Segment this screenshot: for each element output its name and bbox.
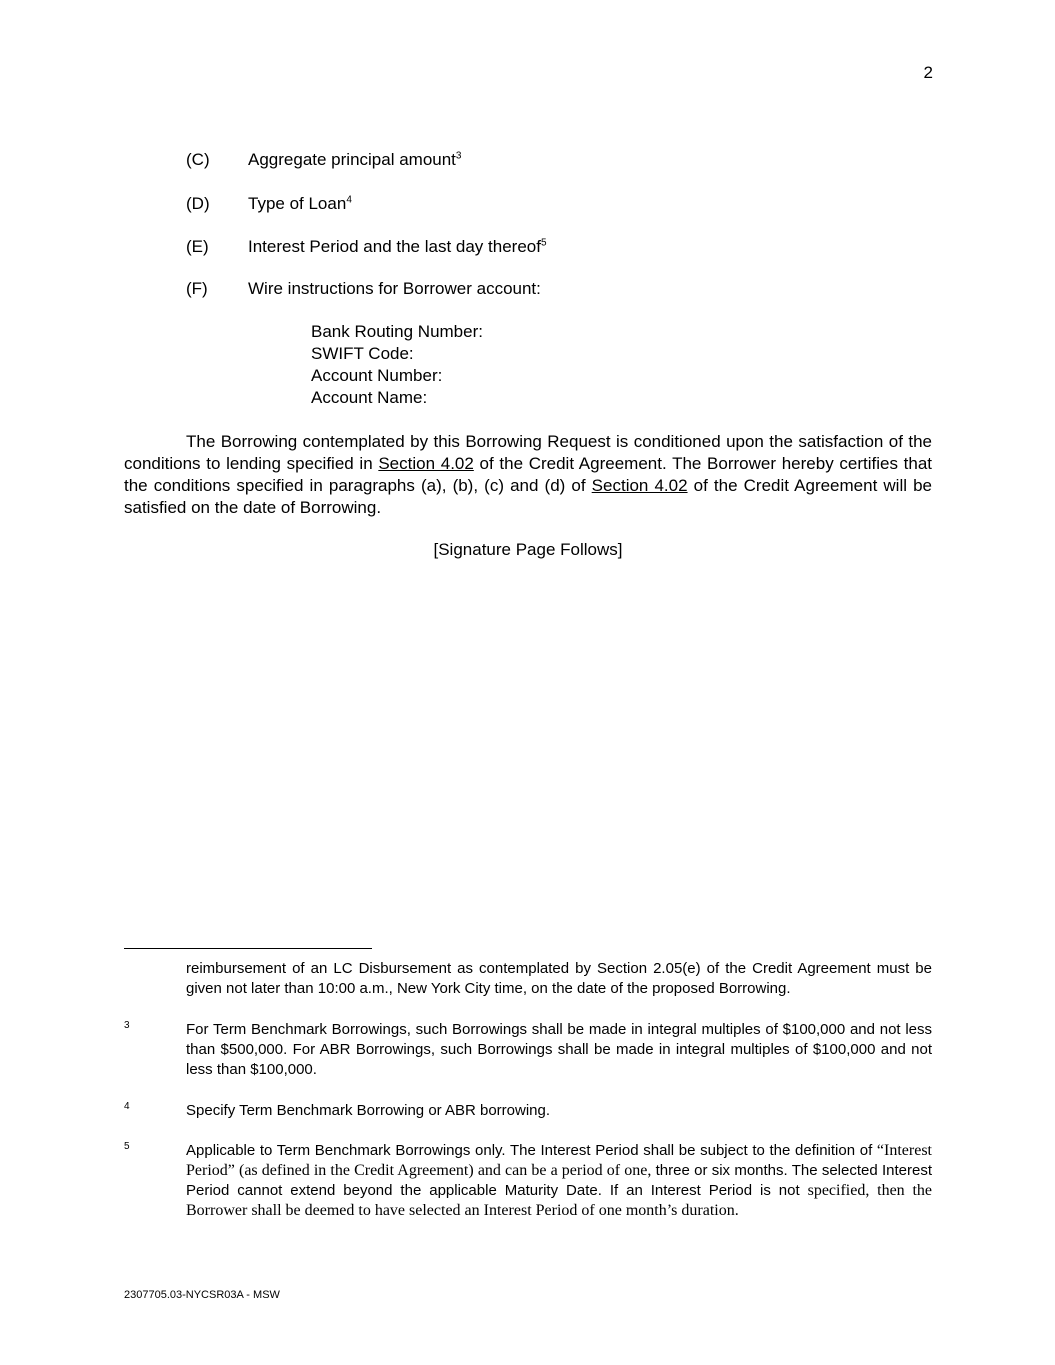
item-text: Type of Loan <box>248 194 347 213</box>
footnote-continued <box>124 959 932 999</box>
item-text: Interest Period and the last day thereof <box>248 237 541 256</box>
item-label: (D) <box>186 194 210 213</box>
item-e <box>186 236 547 258</box>
wire-field-account-name: Account Name: <box>311 388 428 407</box>
footnote-number: 3 <box>124 1020 130 1031</box>
footnote-text: reimbursement of an LC Disbursement as contemplated by Section 2.05(e) of the Credit Agreement must be given not later than 10:00 a.m., New York City time, on the date of the proposed Borrowing. <box>186 960 932 997</box>
item-f <box>186 278 541 300</box>
footnote-text-part: Applicable to Term Benchmark Borrowings only. The Interest Period shall be subject to the definition of <box>186 1142 877 1159</box>
page-number: 2 <box>923 63 933 82</box>
item-text: Aggregate principal amount <box>248 150 456 169</box>
paragraph-text: of the Credit Agreement. The Borrower hereby certifies that the conditions specified in paragraphs (a), (b), (c) and (d) of <box>124 454 932 495</box>
item-text: Wire instructions for Borrower account: <box>248 279 541 298</box>
footnote-text-part: “Interest Period” (as defined in the Credit Agreement) and can be a period of one, <box>186 1142 932 1179</box>
footnote-text: Specify Term Benchmark Borrowing or ABR borrowing. <box>186 1102 551 1119</box>
footnote-4 <box>124 1101 932 1121</box>
item-d <box>186 193 352 215</box>
wire-field-swift: SWIFT Code: <box>311 344 414 363</box>
paragraph-text: of the Credit Agreement will be satisfied on the date of Borrowing. <box>124 476 933 517</box>
item-label: (C) <box>186 150 210 169</box>
footnote-separator <box>124 948 372 949</box>
paragraph-text: The Borrowing contemplated by this Borrowing Request is conditioned upon the satisfaction of the conditions to lending specified in <box>124 432 932 473</box>
wire-field-routing: Bank Routing Number: <box>311 322 483 341</box>
section-reference: Section 4.02 <box>378 454 474 473</box>
footnote-5 <box>124 1141 932 1221</box>
footnote-text <box>186 1141 932 1221</box>
item-label: (E) <box>186 237 209 256</box>
footnote-text: For Term Benchmark Borrowings, such Borrowings shall be made in integral multiples of $100,000 and not less than $500,000. For ABR Borrowings, such Borrowings shall be made in integral multiples of $100,000 and not less than $100,000. <box>186 1021 932 1078</box>
section-reference: Section 4.02 <box>591 476 688 495</box>
item-c <box>186 149 461 171</box>
footnote-3 <box>124 1020 932 1080</box>
footnote-text-part: specified, then the Borrower shall be deemed to have selected an Interest Period of one month’s duration. <box>186 1182 932 1219</box>
wire-instructions <box>311 321 483 409</box>
conditions-paragraph <box>124 431 932 519</box>
footnote-ref: 3 <box>455 150 462 162</box>
footnote-text-part: three or six months. The selected Interest Period cannot extend beyond the applicable Maturity Date. If an Interest Period is not <box>186 1162 933 1199</box>
footnote-ref: 4 <box>346 194 352 206</box>
footnote-number: 5 <box>124 1141 130 1152</box>
footnote-ref: 5 <box>540 237 547 249</box>
document-id: 2307705.03-NYCSR03A - MSW <box>124 1289 280 1301</box>
signature-page-note: [Signature Page Follows] <box>433 540 623 559</box>
wire-field-account-number: Account Number: <box>311 366 443 385</box>
footnote-number: 4 <box>124 1101 130 1112</box>
item-label: (F) <box>186 279 208 298</box>
